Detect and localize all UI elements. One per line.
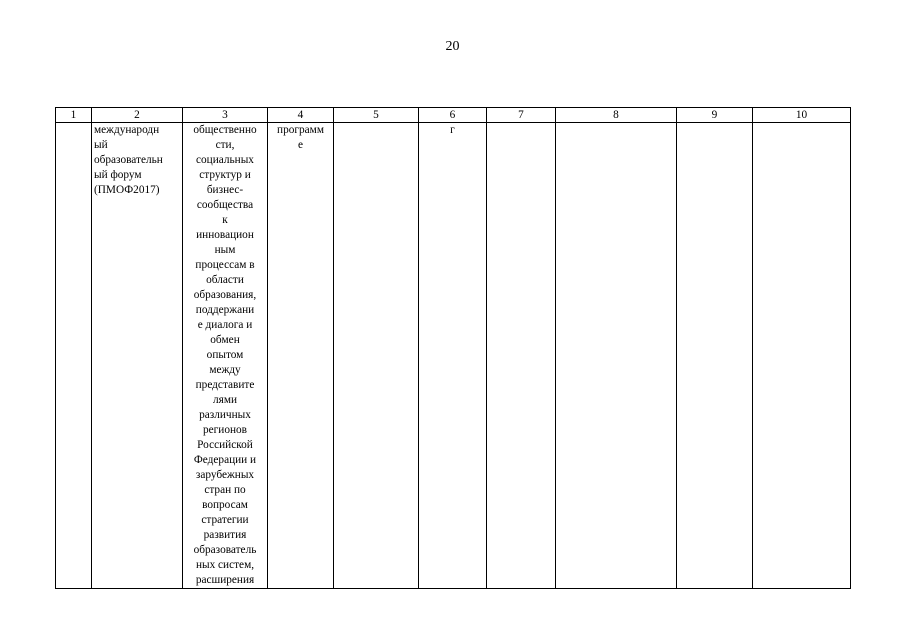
cell-col-10 (753, 123, 851, 589)
cell-text-line: к (222, 214, 228, 226)
cell-text-line: образовательн (94, 154, 163, 166)
cell-col-3 (183, 123, 268, 589)
cell-text-line: инновацион (196, 229, 254, 241)
cell-text-line: зарубежных (195, 469, 255, 481)
cell-col-2 (92, 123, 183, 589)
cell-text-line: образователь (193, 544, 257, 556)
cell-text-line: различных (199, 409, 251, 421)
cell-text-line: структур и (199, 169, 251, 181)
cell-col-9 (677, 123, 753, 589)
cell-text-line: общественно (193, 124, 257, 136)
cell-text-line: сти, (215, 139, 235, 151)
cell-text-line: ных систем, (195, 559, 255, 571)
cell-text-line: образования, (193, 289, 257, 301)
cell-text-line: бизнес- (206, 184, 244, 196)
cell-text-line: стран по (204, 484, 246, 496)
cell-text-line: обмен (210, 334, 240, 346)
cell-col-5 (334, 123, 419, 589)
cell-text-line: процессам в (195, 259, 255, 271)
cell-text-line: г (450, 124, 455, 136)
cell-col-8 (556, 123, 677, 589)
cell-text-line: социальных (196, 154, 254, 166)
cell-col-4 (268, 123, 334, 589)
page-number: 20 (445, 39, 460, 54)
cell-text-line: международн (94, 124, 160, 136)
column-header-9: 9 (677, 108, 753, 123)
cell-text-line: Российской (197, 439, 253, 451)
cell-text-line: развития (203, 529, 247, 541)
table-row (56, 123, 851, 589)
column-header-7: 7 (487, 108, 556, 123)
cell-text-line: Федерации и (193, 454, 257, 466)
cell-text-line: опытом (206, 349, 244, 361)
cell-text-line: расширения (195, 574, 255, 586)
column-header-5: 5 (334, 108, 419, 123)
cell-text-line: между (209, 364, 241, 376)
cell-text-line: стратегии (201, 514, 249, 526)
cell-text-line: ый (94, 139, 108, 151)
cell-text-line: регионов (202, 424, 248, 436)
cell-col-6 (419, 123, 487, 589)
cell-text-line: сообщества (196, 199, 254, 211)
cell-text-line: е диалога и (197, 319, 253, 331)
column-header-3: 3 (183, 108, 268, 123)
data-table (55, 107, 851, 589)
column-header-2: 2 (92, 108, 183, 123)
cell-text-line: лями (212, 394, 238, 406)
cell-text-line: поддержани (195, 304, 255, 316)
cell-text-line: вопросам (202, 499, 248, 511)
column-header-6: 6 (419, 108, 487, 123)
cell-col-1 (56, 123, 92, 589)
cell-text-line: ным (214, 244, 236, 256)
cell-text-line: ый форум (94, 169, 142, 181)
cell-text-line: программ (277, 124, 324, 136)
column-header-8: 8 (556, 108, 677, 123)
cell-text-line: представите (195, 379, 255, 391)
header-row (56, 108, 851, 123)
cell-text-line: е (297, 139, 303, 151)
column-header-10: 10 (753, 108, 851, 123)
cell-text-line: (ПМОФ2017) (94, 184, 160, 196)
column-header-1: 1 (56, 108, 92, 123)
column-header-4: 4 (268, 108, 334, 123)
cell-col-7 (487, 123, 556, 589)
cell-text-line: области (206, 274, 244, 286)
